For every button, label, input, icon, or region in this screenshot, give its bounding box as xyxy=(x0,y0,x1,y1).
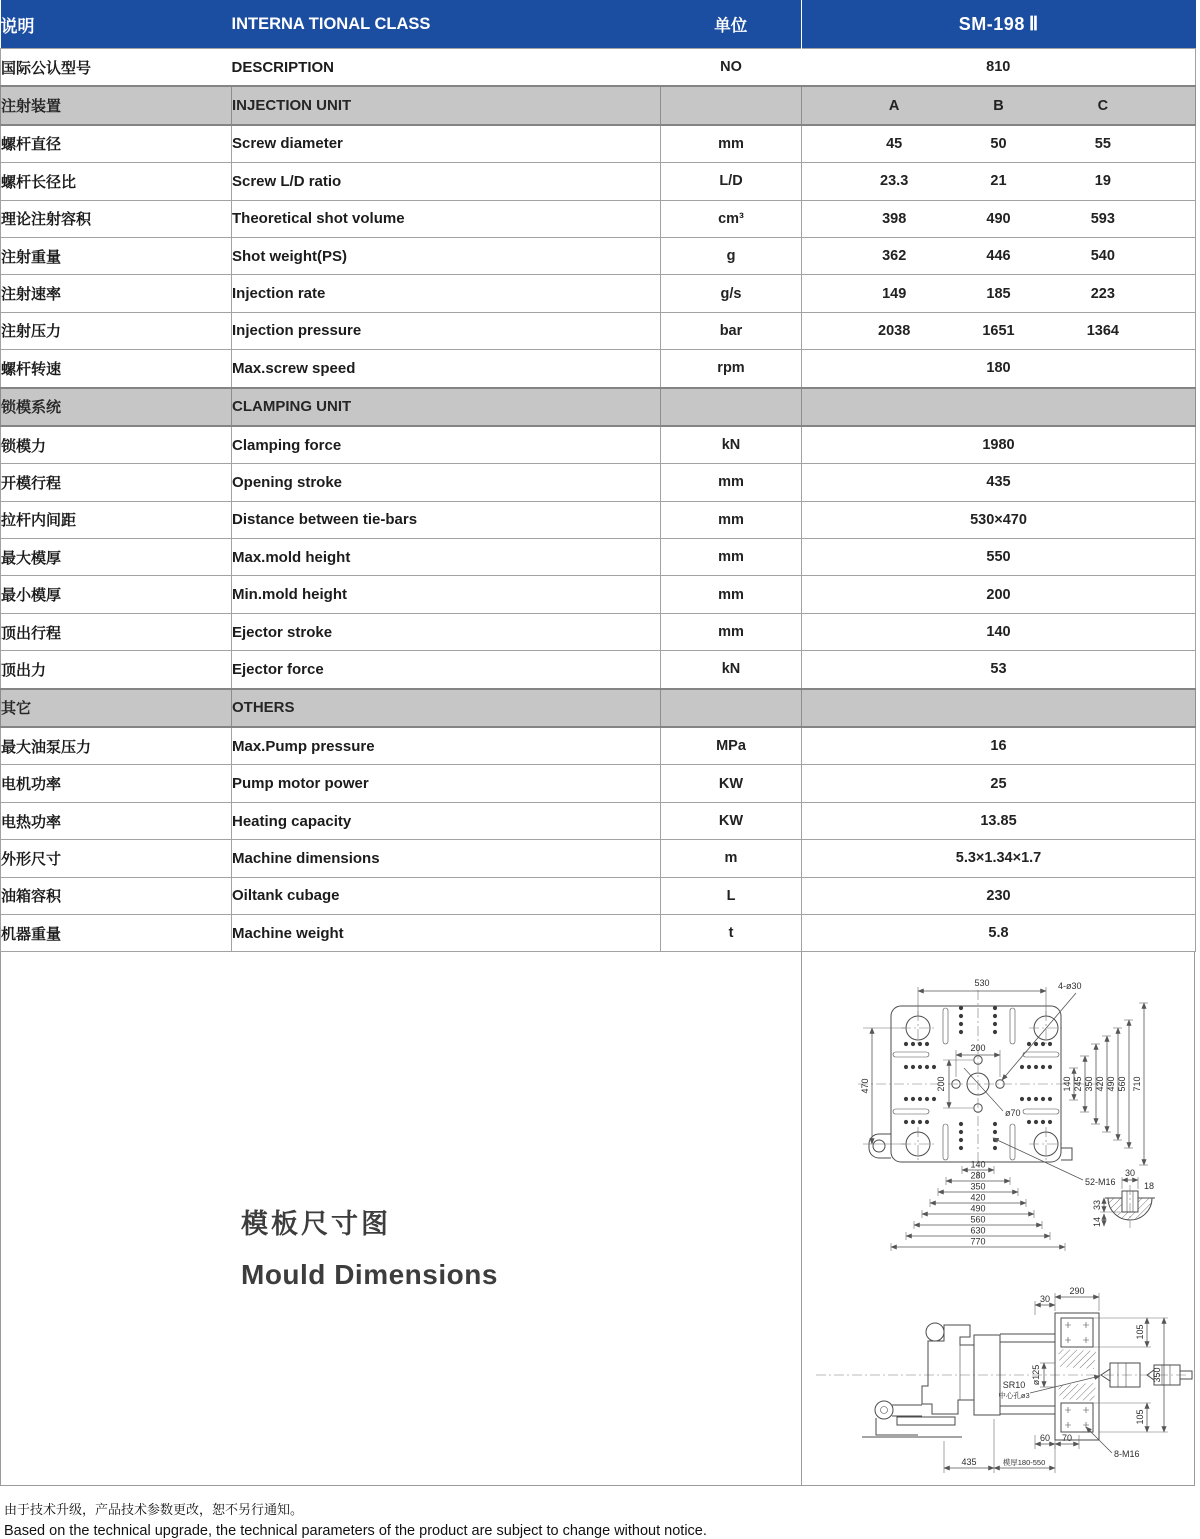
footer-note-en: Based on the technical upgrade, the technical parameters of the product are subject to change without notice. xyxy=(4,1523,707,1539)
value-span: 5.3×1.34×1.7 xyxy=(955,850,1042,867)
model-suffix: Ⅱ xyxy=(1028,13,1039,35)
row-values xyxy=(802,275,1196,312)
value-span: 530×470 xyxy=(970,511,1027,528)
row-unit: L xyxy=(661,877,802,914)
value-a: 149 xyxy=(882,285,907,302)
row-label-en: Oiltank cubage xyxy=(232,877,661,914)
row-label-en: Distance between tie-bars xyxy=(232,501,661,538)
footer-note xyxy=(0,1499,1200,1539)
dim-center-hole: ø70 xyxy=(1005,1108,1021,1119)
row-label-cn: 锁模力 xyxy=(1,426,232,464)
value-span: 5.8 xyxy=(988,925,1009,942)
clamping-unit-silhouette xyxy=(862,1323,1055,1437)
value-span: 180 xyxy=(986,360,1011,377)
value-a: 2038 xyxy=(878,322,911,339)
value-b: 50 xyxy=(990,135,1007,152)
dim-b280: 280 xyxy=(970,1170,986,1181)
spec-row xyxy=(1,464,1196,501)
row-label-en: Pump motor power xyxy=(232,765,661,802)
row-label-cn: 理论注射容积 xyxy=(1,200,232,237)
value-a: 45 xyxy=(886,135,903,152)
value-c: 223 xyxy=(1090,285,1115,302)
row-values xyxy=(802,576,1196,613)
value-c: 19 xyxy=(1094,173,1111,190)
spec-row xyxy=(1,275,1196,312)
value-c: 1364 xyxy=(1086,322,1119,339)
dim-b630: 630 xyxy=(970,1225,986,1236)
row-unit: mm xyxy=(661,464,802,501)
mould-dimensions-panel xyxy=(0,952,1195,1486)
row-values xyxy=(802,237,1196,274)
section-header-row xyxy=(1,689,1196,727)
value-b: 21 xyxy=(990,173,1007,190)
row-unit: L/D xyxy=(661,163,802,200)
row-unit: mm xyxy=(661,501,802,538)
row-label-en: Screw diameter xyxy=(232,125,661,163)
value-c: 540 xyxy=(1090,248,1115,265)
abc-columns xyxy=(802,98,1195,114)
dim-corner-holes: 4-ø30 xyxy=(1058,981,1082,992)
row-unit: t xyxy=(661,914,802,951)
dim-det-14: 14 xyxy=(1092,1217,1102,1228)
row-values xyxy=(802,426,1196,464)
dim-30: 30 xyxy=(1039,1294,1051,1305)
value-b: 490 xyxy=(986,210,1011,227)
section-unit-cell xyxy=(661,86,802,124)
value-span: 16 xyxy=(990,738,1007,755)
value-c: 593 xyxy=(1090,210,1115,227)
spec-row xyxy=(1,651,1196,689)
row-label-en: Ejector force xyxy=(232,651,661,689)
value-span: 230 xyxy=(986,887,1011,904)
row-unit: kN xyxy=(661,651,802,689)
row-label-cn: 机器重量 xyxy=(1,914,232,951)
row-label-en: Theoretical shot volume xyxy=(232,200,661,237)
row-label-en: Machine dimensions xyxy=(232,840,661,877)
section-columns-cell xyxy=(802,689,1196,727)
row-unit: g/s xyxy=(661,275,802,312)
row-label-en: Injection rate xyxy=(232,275,661,312)
description-label-en: DESCRIPTION xyxy=(232,49,661,87)
header-label-unit: 单位 xyxy=(661,0,802,49)
row-label-en: Max.mold height xyxy=(232,539,661,576)
abc-values xyxy=(802,211,1195,227)
platen-front-view-drawing xyxy=(802,958,1194,1280)
dim-r245: 245 xyxy=(1073,1076,1083,1092)
row-values xyxy=(802,840,1196,877)
row-values xyxy=(802,727,1196,765)
row-label-en: Injection pressure xyxy=(232,312,661,349)
dim-r420: 420 xyxy=(1095,1076,1105,1092)
row-label-cn: 螺杆直径 xyxy=(1,125,232,163)
row-label-cn: 电热功率 xyxy=(1,802,232,839)
dim-200h: 200 xyxy=(970,1043,986,1054)
value-span: 140 xyxy=(986,624,1011,641)
section-label-en: CLAMPING UNIT xyxy=(232,388,661,426)
value-a: 23.3 xyxy=(880,173,909,190)
row-label-en: Min.mold height xyxy=(232,576,661,613)
row-unit: mm xyxy=(661,539,802,576)
row-values xyxy=(802,501,1196,538)
section-columns-cell xyxy=(802,388,1196,426)
row-values xyxy=(802,877,1196,914)
row-values xyxy=(802,350,1196,388)
section-label-cn: 锁模系统 xyxy=(1,388,232,426)
side-view-dimensions xyxy=(944,1286,1168,1473)
table-header-row xyxy=(1,0,1196,49)
section-label-en: INJECTION UNIT xyxy=(232,86,661,124)
section-label-en: OTHERS xyxy=(232,689,661,727)
abc-values xyxy=(802,173,1195,189)
spec-row xyxy=(1,539,1196,576)
section-unit-cell xyxy=(661,388,802,426)
header-model xyxy=(802,0,1196,49)
abc-values xyxy=(802,286,1195,302)
row-label-cn: 注射速率 xyxy=(1,275,232,312)
dim-105-top: 105 xyxy=(1135,1324,1145,1340)
label-center-hole: 中心孔ø3 xyxy=(998,1391,1030,1401)
model-name: SM-198 xyxy=(958,13,1025,34)
row-unit: m xyxy=(661,840,802,877)
dim-530: 530 xyxy=(974,978,990,989)
row-unit: mm xyxy=(661,576,802,613)
dim-350: 350 xyxy=(1152,1367,1162,1383)
dim-125: ø125 xyxy=(1031,1365,1041,1386)
column-letter-c: C xyxy=(1097,97,1109,114)
dim-435: 435 xyxy=(961,1457,977,1468)
spec-row xyxy=(1,840,1196,877)
spec-row xyxy=(1,163,1196,200)
row-label-cn: 螺杆长径比 xyxy=(1,163,232,200)
abc-values xyxy=(802,323,1195,339)
row-label-en: Shot weight(PS) xyxy=(232,237,661,274)
row-label-cn: 电机功率 xyxy=(1,765,232,802)
value-span: 13.85 xyxy=(980,813,1017,829)
description-label-cn: 国际公认型号 xyxy=(1,49,232,87)
description-unit: NO xyxy=(661,49,802,87)
column-letter-a: A xyxy=(888,97,900,114)
column-letter-b: B xyxy=(993,97,1004,114)
section-label-cn: 其它 xyxy=(1,689,232,727)
mould-title-cell xyxy=(1,952,802,1485)
row-label-en: Max.screw speed xyxy=(232,350,661,388)
dim-r560: 560 xyxy=(1117,1076,1127,1092)
mould-titles xyxy=(241,1202,498,1291)
row-label-en: Machine weight xyxy=(232,914,661,951)
row-values xyxy=(802,651,1196,689)
mould-title-en: Mould Dimensions xyxy=(241,1259,498,1291)
row-values xyxy=(802,914,1196,951)
row-label-cn: 顶出行程 xyxy=(1,613,232,650)
row-label-cn: 最小模厚 xyxy=(1,576,232,613)
dim-det-18: 18 xyxy=(1144,1181,1155,1192)
abc-values xyxy=(802,248,1195,264)
value-a: 398 xyxy=(882,210,907,227)
mould-title-cn: 模板尺寸图 xyxy=(241,1209,391,1240)
dim-r490: 490 xyxy=(1106,1076,1116,1092)
section-unit-cell xyxy=(661,689,802,727)
row-label-en: Max.Pump pressure xyxy=(232,727,661,765)
row-values xyxy=(802,125,1196,163)
spec-row xyxy=(1,914,1196,951)
row-unit: g xyxy=(661,237,802,274)
platen-side-view-drawing xyxy=(802,1285,1194,1488)
value-span: 435 xyxy=(986,474,1011,491)
label-sr10: SR10 xyxy=(1002,1380,1026,1391)
spec-row xyxy=(1,426,1196,464)
section-columns-cell xyxy=(802,86,1196,124)
row-label-en: Opening stroke xyxy=(232,464,661,501)
dim-b560: 560 xyxy=(970,1214,986,1225)
value-c: 55 xyxy=(1094,135,1111,152)
spec-row xyxy=(1,200,1196,237)
dim-b420: 420 xyxy=(970,1192,986,1203)
row-label-cn: 顶出力 xyxy=(1,651,232,689)
row-values xyxy=(802,163,1196,200)
spec-row xyxy=(1,576,1196,613)
spec-row xyxy=(1,237,1196,274)
value-b: 1651 xyxy=(982,322,1015,339)
row-label-en: Clamping force xyxy=(232,426,661,464)
row-label-cn: 外形尺寸 xyxy=(1,840,232,877)
dim-r350: 350 xyxy=(1084,1076,1094,1092)
spec-row xyxy=(1,350,1196,388)
dim-290: 290 xyxy=(1069,1286,1085,1297)
row-label-cn: 注射压力 xyxy=(1,312,232,349)
description-row xyxy=(1,49,1196,87)
row-values xyxy=(802,464,1196,501)
row-unit: kN xyxy=(661,426,802,464)
dim-70: 70 xyxy=(1061,1433,1073,1444)
row-unit: rpm xyxy=(661,350,802,388)
dim-det-30: 30 xyxy=(1124,1168,1136,1179)
row-label-en: Heating capacity xyxy=(232,802,661,839)
row-label-en: Ejector stroke xyxy=(232,613,661,650)
footer-note-cn: 由于技术升级，产品技术参数更改，恕不另行通知。 xyxy=(4,1502,304,1518)
dim-8-m16: 8-M16 xyxy=(1114,1449,1140,1460)
mould-drawings-cell xyxy=(802,952,1194,1485)
row-label-cn: 最大油泵压力 xyxy=(1,727,232,765)
dim-det-33: 33 xyxy=(1092,1200,1102,1211)
header-label-cn: 说明 xyxy=(1,0,232,49)
value-b: 185 xyxy=(986,285,1011,302)
dim-60: 60 xyxy=(1039,1433,1051,1444)
abc-values xyxy=(802,136,1195,152)
row-label-cn: 注射重量 xyxy=(1,237,232,274)
value-span: 200 xyxy=(986,586,1011,603)
value-b: 446 xyxy=(986,248,1011,265)
spec-row xyxy=(1,312,1196,349)
row-unit: KW xyxy=(661,765,802,802)
header-label-class: INTERNA TIONAL CLASS xyxy=(232,0,661,49)
dim-b490: 490 xyxy=(970,1203,986,1214)
row-unit: mm xyxy=(661,613,802,650)
value-a: 362 xyxy=(882,248,907,265)
value-span: 25 xyxy=(990,775,1007,792)
dim-r710: 710 xyxy=(1132,1076,1142,1092)
spec-row xyxy=(1,765,1196,802)
description-value xyxy=(802,49,1196,87)
spec-row xyxy=(1,802,1196,839)
dim-b770: 770 xyxy=(970,1236,986,1247)
dim-470: 470 xyxy=(860,1078,870,1094)
spec-row xyxy=(1,877,1196,914)
row-unit: bar xyxy=(661,312,802,349)
row-values xyxy=(802,802,1196,839)
row-values xyxy=(802,765,1196,802)
row-label-cn: 最大模厚 xyxy=(1,539,232,576)
row-label-en: Screw L/D ratio xyxy=(232,163,661,200)
row-unit: mm xyxy=(661,125,802,163)
row-values xyxy=(802,312,1196,349)
row-label-cn: 螺杆转速 xyxy=(1,350,232,388)
value-span: 550 xyxy=(986,549,1011,566)
row-label-cn: 拉杆内间距 xyxy=(1,501,232,538)
platen-dimensions xyxy=(860,978,1148,1251)
row-label-cn: 油箱容积 xyxy=(1,877,232,914)
dim-r140: 140 xyxy=(1062,1076,1072,1092)
value-span: 53 xyxy=(990,661,1007,678)
dim-b140: 140 xyxy=(970,1159,986,1170)
row-values xyxy=(802,539,1196,576)
spec-row xyxy=(1,613,1196,650)
dim-52-m16: 52-M16 xyxy=(1085,1177,1116,1188)
spec-row xyxy=(1,727,1196,765)
section-header-row xyxy=(1,388,1196,426)
dim-mold-thickness: 模厚180-550 xyxy=(1002,1458,1046,1468)
row-values xyxy=(802,613,1196,650)
spec-row xyxy=(1,125,1196,163)
row-label-cn: 开模行程 xyxy=(1,464,232,501)
spec-row xyxy=(1,501,1196,538)
dim-105-bottom: 105 xyxy=(1135,1409,1145,1425)
row-values xyxy=(802,200,1196,237)
row-unit: cm³ xyxy=(661,200,802,237)
value-span: 1980 xyxy=(982,437,1015,454)
section-label-cn: 注射装置 xyxy=(1,86,232,124)
section-header-row xyxy=(1,86,1196,124)
row-unit: KW xyxy=(661,802,802,839)
dim-200v: 200 xyxy=(936,1076,946,1092)
model-number: 810 xyxy=(986,59,1011,76)
row-unit: MPa xyxy=(661,727,802,765)
dim-b350: 350 xyxy=(970,1181,986,1192)
fixed-platen-section xyxy=(1055,1313,1099,1440)
